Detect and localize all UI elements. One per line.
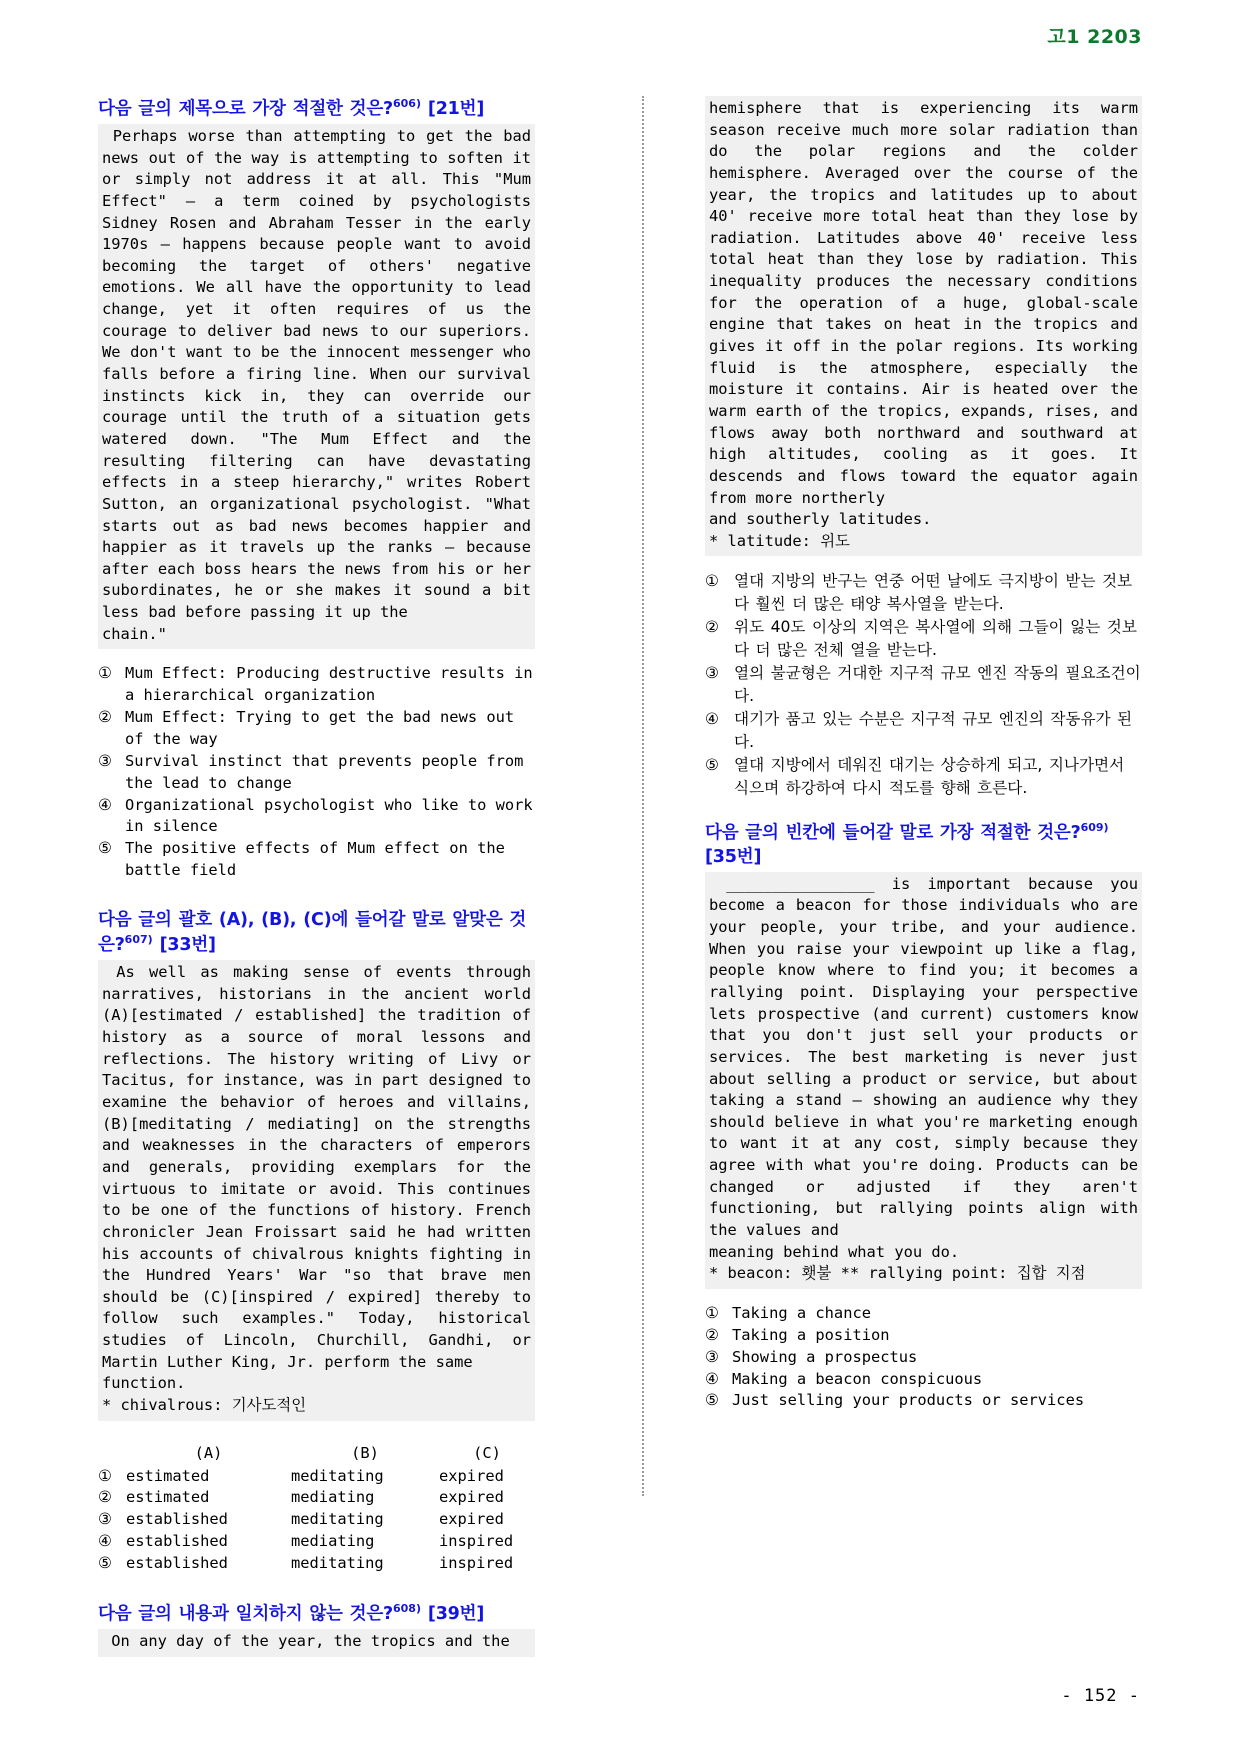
choice-label: Making a beacon conspicuous <box>732 1369 983 1388</box>
choice-number: ④ <box>98 795 112 814</box>
row-value-b: meditating <box>291 1510 384 1529</box>
choice-item[interactable] <box>705 754 1142 800</box>
row-value-c: expired <box>439 1466 504 1485</box>
left-column <box>98 96 541 1650</box>
passage-q35 <box>705 872 1148 1289</box>
choice-label: Showing a prospectus <box>732 1347 918 1366</box>
column-divider-area <box>535 96 705 1516</box>
q33-passage-footnote: * chivalrous: 기사도적인 <box>102 1396 307 1415</box>
table-header-b: (B) <box>351 1443 379 1462</box>
choice-number: ① <box>705 1303 719 1322</box>
section-spacer <box>98 882 535 908</box>
passage-q21 <box>98 124 541 649</box>
choice-item[interactable] <box>705 1347 1142 1369</box>
question-heading-33 <box>98 908 535 957</box>
choice-label: Taking a chance <box>732 1303 871 1322</box>
table-header-a: (A) <box>194 1443 223 1462</box>
choice-label: 열대 지방의 반구는 연중 어떤 날에도 극지방이 받는 것보다 훨씬 더 많은 태양 복사열을 받는다. <box>734 572 1133 614</box>
right-column <box>705 96 1148 1516</box>
choice-label: Survival instinct that prevents people from the lead to change <box>125 751 524 792</box>
row-number: ⑤ <box>98 1554 112 1573</box>
choice-number: ③ <box>98 751 112 770</box>
q33-passage-lastline: function. <box>102 1374 186 1393</box>
table-row[interactable] <box>98 1531 535 1553</box>
choice-label: The positive effects of Mum effect on the battle field <box>125 839 505 880</box>
q35-passage-footnote: * beacon: 횃불 ** rallying point: 집합 지점 <box>709 1264 1086 1283</box>
table-header-blank <box>98 1443 126 1466</box>
two-column-body <box>98 96 1148 1650</box>
passage-q33 <box>98 960 541 1420</box>
choice-label: 열의 불균형은 거대한 지구적 규모 엔진 작동의 필요조건이다. <box>734 664 1141 706</box>
choice-number: ② <box>98 708 112 727</box>
choices-q35 <box>705 1303 1142 1412</box>
table-header-row <box>98 1443 535 1466</box>
row-value-a: estimated <box>126 1466 210 1485</box>
table-header-c: (C) <box>473 1443 501 1462</box>
choice-item[interactable] <box>705 1390 1142 1412</box>
choice-number: ① <box>98 664 112 683</box>
q33-heading-text: 다음 글의 괄호 (A), (B), (C)에 들어갈 말로 알맞은 것은? <box>98 910 527 956</box>
q39-heading-text: 다음 글의 내용과 일치하지 않는 것은? <box>98 1603 393 1624</box>
choice-label: 열대 지방에서 데워진 대기는 상승하게 되고, 지나가면서 식으며 하강하여 다시 적도를 향해 흐른다. <box>734 755 1125 797</box>
choices-q21 <box>98 663 535 882</box>
table-row[interactable] <box>98 1487 535 1509</box>
choice-item[interactable] <box>98 795 535 839</box>
q39-heading-superscript: 608) <box>393 1601 421 1615</box>
choice-item[interactable] <box>98 751 535 795</box>
q39-passage-lastline: and southerly latitudes. <box>709 510 932 529</box>
row-value-b: meditating <box>291 1466 384 1485</box>
page-header-label: 고1 2203 <box>1047 26 1142 48</box>
row-value-a: established <box>126 1554 228 1573</box>
row-value-b: mediating <box>291 1488 375 1507</box>
row-value-c: inspired <box>439 1532 514 1551</box>
choice-item[interactable] <box>705 1303 1142 1325</box>
choice-label: Mum Effect: Trying to get the bad news out of the way <box>125 708 515 748</box>
q35-heading-superscript: 609) <box>1080 820 1109 834</box>
choice-number: ④ <box>705 1369 719 1388</box>
choice-label: Just selling your products or services <box>732 1391 1085 1410</box>
page-number: - 152 - <box>1061 1686 1140 1706</box>
row-value-a: established <box>126 1532 228 1551</box>
choice-number: ① <box>705 572 719 591</box>
q21-heading-superscript: 606) <box>393 97 421 110</box>
row-number: ② <box>98 1488 112 1507</box>
row-value-c: expired <box>439 1488 504 1507</box>
row-number: ③ <box>98 1510 112 1529</box>
choice-item[interactable] <box>705 708 1142 754</box>
choice-label: 대기가 품고 있는 수분은 지구적 규모 엔진의 작동유가 된다. <box>734 709 1133 751</box>
question-heading-21 <box>98 96 535 121</box>
section-spacer <box>98 1575 535 1601</box>
choice-item[interactable] <box>705 1369 1142 1391</box>
passage-q39-left-fragment <box>98 1629 535 1657</box>
row-number: ① <box>98 1466 112 1485</box>
q33-passage-body: As well as making sense of events through narratives, historians in the ancient world (A)[estimated / established] the tradition of history as a source of moral lessons and reflections. The history writing of Livy or Tacitus, for instance, was in part designed to examine the behavior of heroes and villains, (B)[meditating / mediating] on the strengths and weaknesses in the characters of emperors and generals, providing exemplars for the virtuous to imitate or avoid. This continues to be one of the functions of history. French chronicler Jean Froissart said he had written his accounts of chivalrous knights fighting in the Hundred Years' War "so that brave men should be (C)[inspired / expired] thereby to follow such examples." Today, historical studies of Lincoln, Churchill, Gandhi, or Martin Luther King, Jr. perform the same <box>102 963 541 1371</box>
question-heading-39 <box>98 1601 535 1626</box>
choice-item[interactable] <box>705 616 1142 662</box>
q39-heading-number: [39번] <box>421 1603 485 1624</box>
q35-passage-body: ________________ is important because you become a beacon for those individuals who are your people, your tribe, and your audience. When you raise your viewpoint up like a flag, people know where to find you; it becomes a rallying point. Displaying your perspective lets prospective (and current) customers know that you don't just sell your products or services. The best marketing is never just about selling a product or service, but about taking a stand — showing an audience why they should believe in what you're marketing enough to want it at any cost, simply because they agree with what you're doing. Products can be changed or adjusted if they aren't functioning, but rallying points align with the values and <box>709 874 1148 1240</box>
choice-number: ⑤ <box>98 839 112 858</box>
q35-heading-number: [35번] <box>705 846 762 867</box>
q21-heading-text: 다음 글의 제목으로 가장 적절한 것은? <box>98 98 393 119</box>
table-row[interactable] <box>98 1466 535 1488</box>
q21-passage-lastline: chain." <box>102 624 167 643</box>
choice-item[interactable] <box>705 570 1142 616</box>
choice-number: ⑤ <box>705 1391 719 1410</box>
q39-passage-footnote: * latitude: 위도 <box>709 531 850 550</box>
choice-label: Mum Effect: Producing destructive results in a hierarchical organization <box>125 664 533 705</box>
choice-label: Taking a position <box>732 1325 890 1344</box>
choice-label: 위도 40도 이상의 지역은 복사열에 의해 그들이 잃는 것보다 더 많은 전체 열을 받는다. <box>734 618 1137 660</box>
choice-label: Organizational psychologist who like to work in silence <box>125 795 533 836</box>
q35-heading-text: 다음 글의 빈칸에 들어갈 말로 가장 적절한 것은? <box>705 822 1081 843</box>
choice-item[interactable] <box>705 662 1142 708</box>
choice-number: ② <box>705 618 719 637</box>
table-row[interactable] <box>98 1553 535 1575</box>
choice-item[interactable] <box>98 707 535 751</box>
choice-number: ③ <box>705 1347 719 1366</box>
passage-q39-right-continuation <box>705 96 1148 556</box>
row-number: ④ <box>98 1532 112 1551</box>
q39-passage-right: hemisphere that is experiencing its warm season receive much more solar radiation than do the polar regions and the colder hemisphere. Averaged over the course of the year, the tropics and latitudes up to about 40' receive more total heat than they lose by radiation. Latitudes above 40' receive less total heat than they lose by radiation. This inequality produces the necessary conditions for the operation of a huge, global-scale engine that takes on heat in the tropics and gives it off in the polar regions. Its working fluid is the atmosphere, especially the moisture it contains. Air is heated over the warm earth of the tropics, expands, rises, and flows away both northward and southward at high altitudes, cooling as it goes. It descends and flows toward the equator again from more northerly <box>709 99 1148 507</box>
row-value-b: meditating <box>291 1554 384 1573</box>
table-row[interactable] <box>98 1509 535 1531</box>
choice-item[interactable] <box>98 838 535 882</box>
q35-passage-lastline: meaning behind what you do. <box>709 1242 960 1261</box>
row-value-c: expired <box>439 1510 504 1529</box>
q33-heading-superscript: 607) <box>124 933 153 947</box>
question-heading-35 <box>705 820 1142 869</box>
q21-passage-body: Perhaps worse than attempting to get the bad news out of the way is attempting to soften it or simply not address it at all. This "Mum Effect" — a term coined by psychologists Sidney Rosen and Abraham Tesser in the early 1970s — happens because people want to avoid becoming the target of others' negative emotions. We all have the opportunity to lead change, yet it often requires of us the courage to deliver bad news to our superiors. We don't want to be the innocent messenger who falls before a firing line. When our survival instincts kick in, they can override our courage until the truth of a situation gets watered down. "The Mum Effect and the resulting filtering can have devastating effects in a steep hierarchy," writes Robert Sutton, an organizational psychologist. "What starts out as bad news becomes happier and happier as it travels up the ranks — because after each boss hears the news from his or her subordinates, he or she makes it sound a bit less bad before passing it up the <box>102 126 541 622</box>
row-value-a: estimated <box>126 1488 210 1507</box>
choices-q39 <box>705 570 1142 799</box>
section-spacer <box>705 800 1142 820</box>
row-value-a: established <box>126 1510 228 1529</box>
choice-number: ② <box>705 1325 719 1344</box>
choice-number: ④ <box>705 709 719 728</box>
row-value-b: mediating <box>291 1532 375 1551</box>
column-divider <box>642 96 644 1496</box>
choice-number: ③ <box>705 664 719 683</box>
q33-heading-number: [33번] <box>152 935 216 956</box>
choice-item[interactable] <box>705 1325 1142 1347</box>
q39-passage-left: On any day of the year, the tropics and the <box>102 1631 510 1650</box>
q21-heading-number: [21번] <box>421 98 485 119</box>
abc-answer-table <box>98 1443 535 1575</box>
choice-item[interactable] <box>98 663 535 707</box>
choice-number: ⑤ <box>705 755 719 774</box>
row-value-c: inspired <box>439 1554 514 1573</box>
